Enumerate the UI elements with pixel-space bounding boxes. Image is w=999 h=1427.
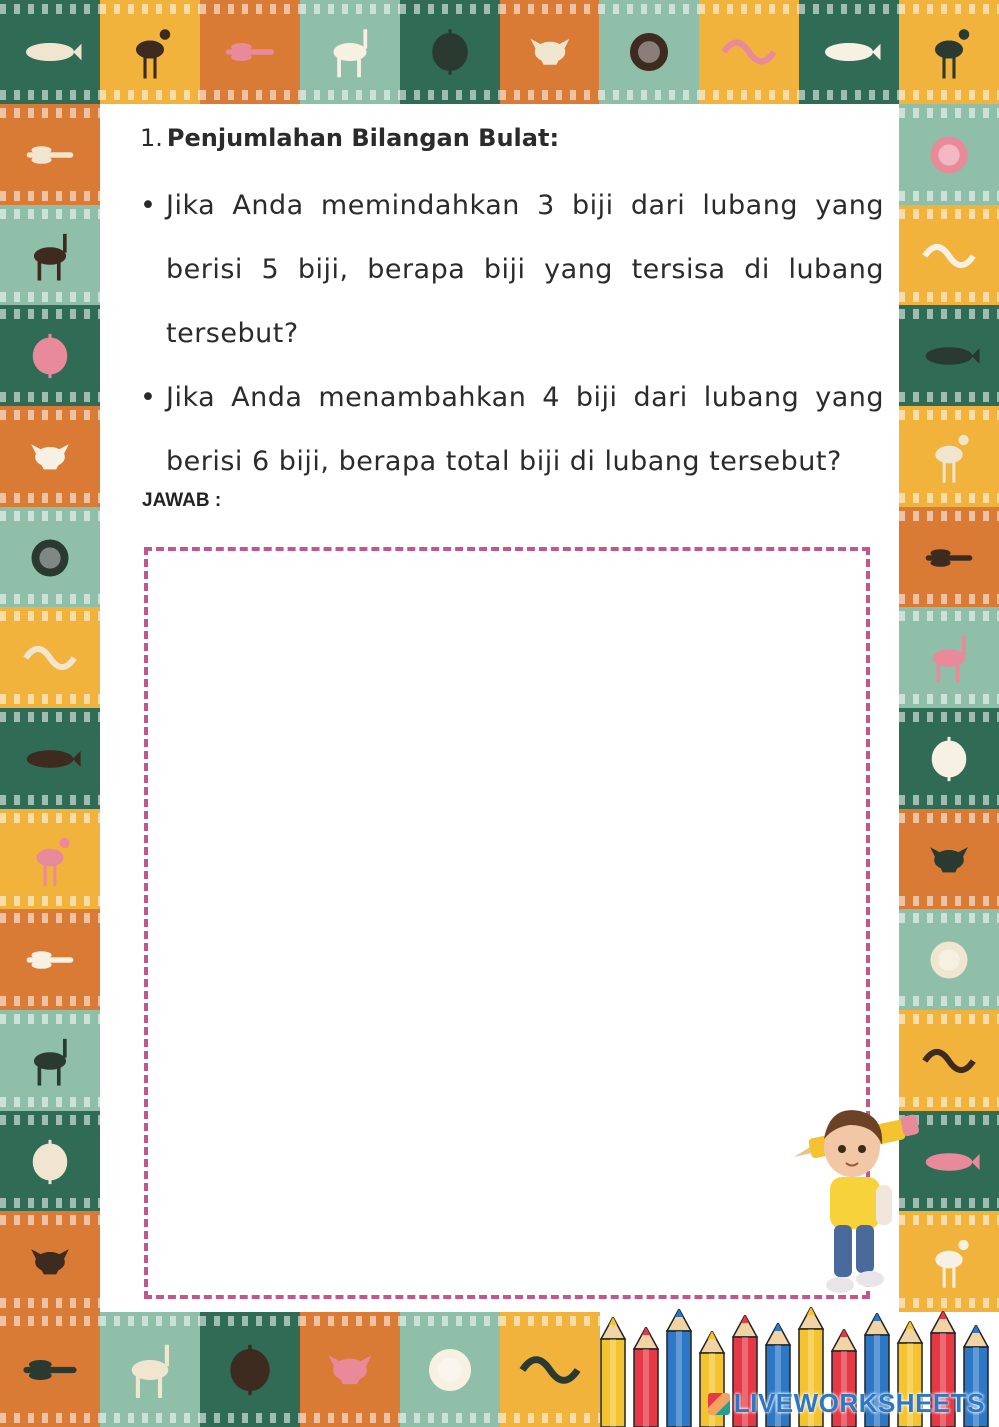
boy-figure	[824, 1110, 892, 1293]
tile-pattern-band	[0, 896, 100, 906]
tile-pattern-band	[0, 191, 100, 201]
tile-pattern-band	[300, 1316, 400, 1326]
question-item-text: Jika Anda memindahkan 3 biji dari lubang yang berisi 5 biji, berapa biji yang tersisa di lubang tersebut?	[166, 190, 884, 349]
border-tile	[0, 1010, 100, 1111]
question-item-text: Jika Anda menambahkan 4 biji dari lubang yang berisi 6 biji, berapa total biji di lubang tersebut?	[166, 382, 884, 477]
tile-pattern-band	[0, 1316, 100, 1326]
question-number: 1.	[140, 124, 163, 152]
leopard-icon	[15, 1231, 85, 1292]
tile-pattern-band	[0, 209, 100, 219]
border-tile	[0, 1211, 100, 1312]
tile-pattern-band	[200, 1316, 300, 1326]
tile-pattern-band	[100, 90, 200, 100]
question-item	[140, 174, 884, 366]
tile-pattern-band	[0, 1115, 100, 1125]
tile-pattern-band	[0, 309, 100, 319]
bird-icon	[15, 1131, 85, 1192]
border-tile	[0, 104, 100, 205]
tile-pattern-band	[0, 1014, 100, 1024]
tile-pattern-band	[0, 1413, 100, 1423]
border-tile	[0, 809, 100, 910]
fish-icon	[15, 124, 85, 185]
tile-pattern-band	[899, 108, 999, 118]
tile-pattern-band	[899, 712, 999, 722]
tile-pattern-band	[0, 1097, 100, 1107]
tile-pattern-band	[0, 108, 100, 118]
border-tile	[0, 1111, 100, 1212]
border-tile	[400, 1312, 500, 1427]
tile-pattern-band	[0, 996, 100, 1006]
tile-pattern-band	[500, 4, 600, 14]
tile-pattern-band	[0, 493, 100, 503]
fish-icon	[714, 21, 784, 83]
axolotl-icon	[614, 21, 684, 83]
dragonfly-icon	[15, 728, 85, 789]
tile-pattern-band	[500, 90, 600, 100]
tile-pattern-band	[599, 90, 699, 100]
border-tile	[100, 0, 200, 104]
flamingo-icon	[115, 21, 185, 83]
tile-pattern-band	[899, 1014, 999, 1024]
colored-pencils-illustration	[598, 1290, 999, 1427]
tile-pattern-band	[699, 4, 799, 14]
border-tile	[300, 0, 400, 104]
border-tile	[899, 205, 999, 306]
tile-pattern-band	[0, 913, 100, 923]
elephant-icon	[914, 21, 984, 83]
tile-pattern-band	[0, 511, 100, 521]
border-tile	[899, 507, 999, 608]
border-tile	[899, 305, 999, 406]
border-tile	[0, 0, 100, 104]
tile-pattern-band	[200, 1413, 300, 1423]
fly-icon	[15, 426, 85, 487]
border-tile	[899, 909, 999, 1010]
tile-pattern-band	[300, 90, 400, 100]
beetle-icon	[115, 1335, 185, 1404]
border-tile	[0, 507, 100, 608]
tile-pattern-band	[0, 4, 100, 14]
fish-icon	[15, 21, 85, 83]
flamingo-icon	[15, 325, 85, 386]
tile-pattern-band	[0, 1215, 100, 1225]
answer-box	[144, 547, 870, 1299]
bird-icon	[914, 527, 984, 588]
border-tile	[200, 1312, 300, 1427]
duck-icon	[215, 1335, 285, 1404]
tile-pattern-band	[400, 4, 500, 14]
question-title-text: Penjumlahan Bilangan Bulat:	[166, 124, 560, 152]
tile-pattern-band	[899, 410, 999, 420]
tile-pattern-band	[0, 694, 100, 704]
border-tile	[899, 607, 999, 708]
deer-icon	[315, 21, 385, 83]
tile-pattern-band	[0, 594, 100, 604]
tile-pattern-band	[300, 4, 400, 14]
beetle-icon	[914, 1131, 984, 1192]
tile-pattern-band	[899, 209, 999, 219]
tile-pattern-band	[899, 896, 999, 906]
horse-icon	[914, 124, 984, 185]
bird-icon	[914, 929, 984, 990]
tile-pattern-band	[599, 4, 699, 14]
tile-pattern-band	[899, 594, 999, 604]
tile-pattern-band	[0, 392, 100, 402]
tile-pattern-band	[899, 493, 999, 503]
tile-pattern-band	[200, 90, 300, 100]
tile-pattern-band	[0, 410, 100, 420]
leopard-icon	[415, 1335, 485, 1404]
tile-pattern-band	[799, 90, 899, 100]
bullet-dot-icon: •	[140, 382, 157, 413]
colored-pencil-icon	[631, 1327, 661, 1427]
duck-icon	[15, 627, 85, 688]
fish-icon	[15, 1335, 85, 1404]
border-tile	[599, 0, 699, 104]
shark-icon	[914, 829, 984, 890]
tile-pattern-band	[0, 795, 100, 805]
border-tile	[0, 1312, 100, 1427]
colored-pencil-icon	[664, 1309, 694, 1427]
tile-pattern-band	[0, 90, 100, 100]
tile-pattern-band	[899, 813, 999, 823]
tile-pattern-band	[200, 4, 300, 14]
border-tile	[200, 0, 300, 104]
border-tile	[699, 0, 799, 104]
tile-pattern-band	[400, 1316, 500, 1326]
tile-pattern-band	[100, 1316, 200, 1326]
tile-pattern-band	[0, 292, 100, 302]
shell-icon	[15, 1030, 85, 1091]
border-tile	[0, 305, 100, 406]
fly-icon	[914, 1030, 984, 1091]
liveworksheets-brand-text: LIVEWORKSHEETS	[733, 1388, 985, 1418]
tile-pattern-band	[100, 4, 200, 14]
bullet-dot-icon: •	[140, 190, 157, 221]
border-tile	[0, 607, 100, 708]
liveworksheets-logo	[708, 1388, 985, 1419]
tile-pattern-band	[0, 1198, 100, 1208]
moth-icon	[515, 21, 585, 83]
tile-pattern-band	[899, 694, 999, 704]
dragonfly-icon	[215, 21, 285, 83]
tile-pattern-band	[400, 1413, 500, 1423]
moth-icon	[914, 225, 984, 286]
border-tile	[500, 0, 600, 104]
border-tile	[899, 708, 999, 809]
tile-pattern-band	[699, 90, 799, 100]
tile-pattern-band	[899, 4, 999, 14]
tile-pattern-band	[899, 191, 999, 201]
border-tile	[0, 909, 100, 1010]
tile-pattern-band	[0, 1298, 100, 1308]
border-tile	[899, 0, 999, 104]
border-tile	[0, 708, 100, 809]
answer-label: JAWAB :	[142, 490, 222, 511]
beetle-icon	[15, 527, 85, 588]
deer-icon	[914, 728, 984, 789]
snake-icon	[914, 627, 984, 688]
beetle-icon	[15, 225, 85, 286]
border-tile	[0, 406, 100, 507]
colored-pencil-icon	[598, 1317, 628, 1427]
tile-pattern-band	[899, 292, 999, 302]
question-block	[140, 120, 884, 494]
grasshopper-icon	[515, 1335, 585, 1404]
bird-icon	[15, 829, 85, 890]
tile-pattern-band	[0, 611, 100, 621]
duck-icon	[914, 1231, 984, 1292]
tile-pattern-band	[400, 90, 500, 100]
question-title	[140, 120, 884, 156]
border-tile	[799, 0, 899, 104]
tile-pattern-band	[899, 913, 999, 923]
tile-pattern-band	[300, 1413, 400, 1423]
question-item	[140, 366, 884, 494]
border-tile	[400, 0, 500, 104]
border-tile	[500, 1312, 600, 1427]
border-tile	[899, 406, 999, 507]
tile-pattern-band	[0, 813, 100, 823]
snake-icon	[315, 1335, 385, 1404]
tile-pattern-band	[899, 392, 999, 402]
boy-with-pencil-illustration	[790, 1095, 920, 1305]
border-tile	[300, 1312, 400, 1427]
tile-pattern-band	[899, 309, 999, 319]
border-tile	[899, 809, 999, 910]
fish-icon	[415, 21, 485, 83]
bird-icon	[814, 21, 884, 83]
axolotl-icon	[15, 929, 85, 990]
tile-pattern-band	[899, 795, 999, 805]
tile-pattern-band	[100, 1413, 200, 1423]
answer-input[interactable]	[160, 563, 854, 1283]
tile-pattern-band	[899, 996, 999, 1006]
turtle-icon	[914, 426, 984, 487]
tile-pattern-band	[0, 712, 100, 722]
tile-pattern-band	[899, 611, 999, 621]
border-tile	[100, 1312, 200, 1427]
border-tile	[899, 104, 999, 205]
liveworksheets-logo-icon	[708, 1393, 730, 1415]
border-tile	[0, 205, 100, 306]
fish-icon	[914, 325, 984, 386]
tile-pattern-band	[500, 1316, 600, 1326]
tile-pattern-band	[500, 1413, 600, 1423]
tile-pattern-band	[799, 4, 899, 14]
tile-pattern-band	[899, 90, 999, 100]
tile-pattern-band	[899, 511, 999, 521]
